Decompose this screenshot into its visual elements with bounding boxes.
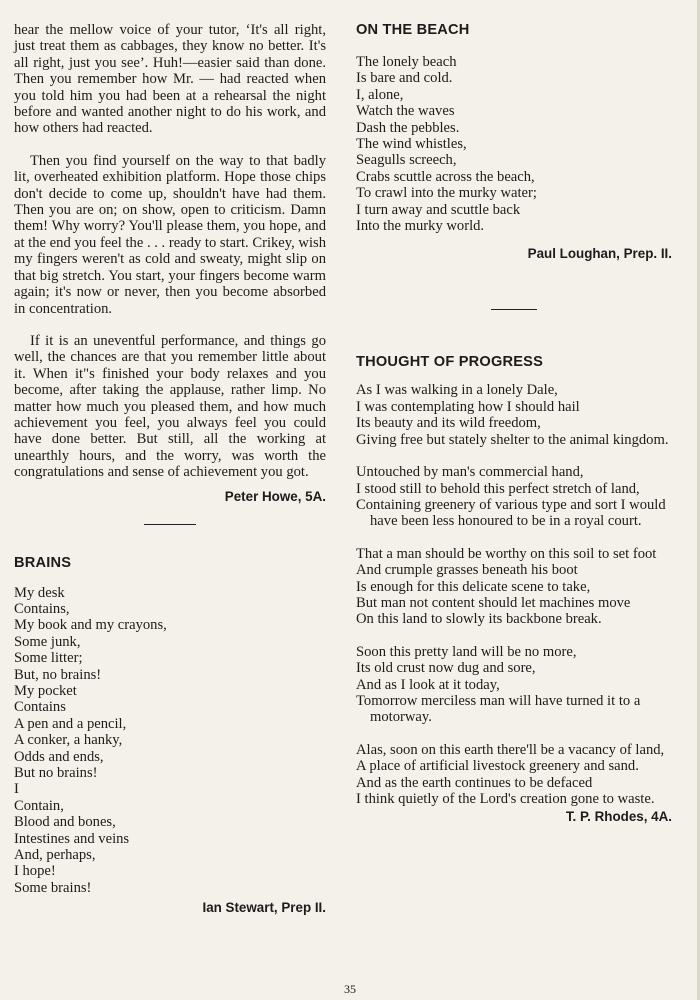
- poem-brains: [14, 585, 326, 897]
- beach-line: Watch the waves: [356, 103, 455, 120]
- brains-line: Some litter;: [14, 650, 83, 667]
- left-column: [14, 22, 326, 915]
- essay-author: Peter Howe, 5A.: [224, 488, 326, 504]
- poem-title-beach: ON THE BEACH: [356, 22, 470, 38]
- progress-line: Alas, soon on this earth there'll be a vacancy of land,: [356, 741, 665, 758]
- progress-line: Tomorrow merciless man will have turned it to a motorway.: [356, 692, 641, 726]
- progress-stanza: [356, 546, 672, 628]
- beach-line: Dash the pebbles.: [356, 119, 460, 136]
- progress-stanza: [356, 644, 672, 726]
- brains-line: Blood and bones,: [14, 814, 116, 831]
- progress-line: I was contemplating how I should hail: [356, 398, 580, 415]
- progress-stanza: [356, 382, 672, 448]
- essay-paragraph-3: If it is an uneventful performance, and things go well, the chances are that you remember little about it. When it"s finished your body relaxes and you become, after taking the applause, rather limp. No matter how much you pleased them, and how much achievement you feel, you always feel you could have done better. But still, all the working at unearthly hours, and the worry, was worth the congratulations and sense of achievement you got.: [14, 332, 326, 481]
- brains-line: But, no brains!: [14, 666, 102, 683]
- progress-line: And as I look at it today,: [356, 676, 500, 693]
- poem-progress: [356, 382, 672, 807]
- beach-line: Crabs scuttle across the beach,: [356, 168, 535, 185]
- progress-stanza: [356, 742, 672, 808]
- beach-line: To crawl into the murky water;: [356, 185, 537, 202]
- brains-line: Intestines and veins: [14, 830, 130, 847]
- progress-line: Containing greenery of various type and sort I would have been less honoured to be in a royal court.: [356, 496, 666, 530]
- poem-beach: [356, 54, 672, 234]
- progress-line: Its old crust now dug and sore,: [356, 660, 536, 677]
- brains-line: Some brains!: [14, 879, 92, 896]
- poem-author-brains: Ian Stewart, Prep II.: [202, 900, 326, 916]
- brains-line: A conker, a hanky,: [14, 732, 123, 749]
- brains-line: Contain,: [14, 797, 64, 814]
- progress-line: Untouched by man's commercial hand,: [356, 464, 584, 481]
- progress-line: A place of artificial livestock greenery and sand.: [356, 758, 639, 775]
- progress-line: Giving free but stately shelter to the animal kingdom.: [356, 431, 669, 448]
- progress-line: I stood still to behold this perfect stretch of land,: [356, 480, 640, 497]
- beach-line: Seagulls screech,: [356, 152, 457, 169]
- poem-title-brains: BRAINS: [14, 554, 72, 571]
- progress-line: But man not content should let machines move: [356, 594, 631, 611]
- beach-line: I turn away and scuttle back: [356, 201, 521, 218]
- progress-line: As I was walking in a lonely Dale,: [356, 382, 558, 399]
- essay-paragraph-1: hear the mellow voice of your tutor, ‘It's all right, just treat them as cabbages, they know no better. It's all right, just you see’. Huh!—easier said than done. Then you remember how Mr. — had reacted when you told him you had been at a rehearsal the night before and wanted another night to do his work, and how others had reacted.: [14, 22, 326, 137]
- progress-line: That a man should be worthy on this soil to set foot: [356, 545, 657, 562]
- brains-line: Contains,: [14, 600, 70, 617]
- progress-line: Soon this pretty land will be no more,: [356, 643, 577, 660]
- progress-line: I think quietly of the Lord's creation gone to waste.: [356, 791, 655, 807]
- brains-line: I hope!: [14, 863, 56, 880]
- poem-author-beach: Paul Loughan, Prep. II.: [527, 246, 672, 262]
- poem-title-progress: THOUGHT OF PROGRESS: [356, 354, 544, 371]
- right-column: [356, 22, 672, 824]
- beach-line: Is bare and cold.: [356, 70, 453, 87]
- brains-line: Some junk,: [14, 633, 81, 650]
- brains-line: But no brains!: [14, 765, 98, 782]
- brains-line: My desk: [14, 584, 65, 601]
- essay-paragraph-2: Then you find yourself on the way to that badly lit, overheated exhibition platform. Hope those chips don't decide to come up, shouldn't have had them. Then you are on; on show, open to criticism. Damn them! Why worry? You'll please them, you hope, and at the end you feel the . . . ready to start. Crikey, wish my fingers weren't as cold and sweaty, might slip on that big stretch. You start, your fingers become warm again; it's now or never, then you become absorbed in concentration.: [14, 152, 326, 317]
- beach-line: Into the murky world.: [356, 218, 485, 235]
- brains-line: A pen and a pencil,: [14, 715, 127, 732]
- progress-line: And crumple grasses beneath his boot: [356, 562, 578, 579]
- brains-line: Odds and ends,: [14, 748, 104, 765]
- poem-author-progress: T. P. Rhodes, 4A.: [565, 809, 672, 825]
- brains-line: And, perhaps,: [14, 847, 96, 864]
- beach-line: The wind whistles,: [356, 136, 467, 153]
- brains-line: My book and my crayons,: [14, 617, 167, 634]
- beach-line: The lonely beach: [356, 54, 457, 70]
- brains-line: My pocket: [14, 683, 77, 699]
- page-number: 35: [344, 982, 356, 996]
- progress-line: Is enough for this delicate scene to take,: [356, 578, 591, 595]
- beach-line: I, alone,: [356, 86, 404, 103]
- progress-line: On this land to slowly its backbone break.: [356, 611, 602, 628]
- progress-stanza: [356, 464, 672, 530]
- brains-line: I: [14, 781, 19, 798]
- brains-line: Contains: [14, 699, 66, 716]
- progress-line: Its beauty and its wild freedom,: [356, 415, 541, 432]
- progress-line: And as the earth continues to be defaced: [356, 774, 593, 791]
